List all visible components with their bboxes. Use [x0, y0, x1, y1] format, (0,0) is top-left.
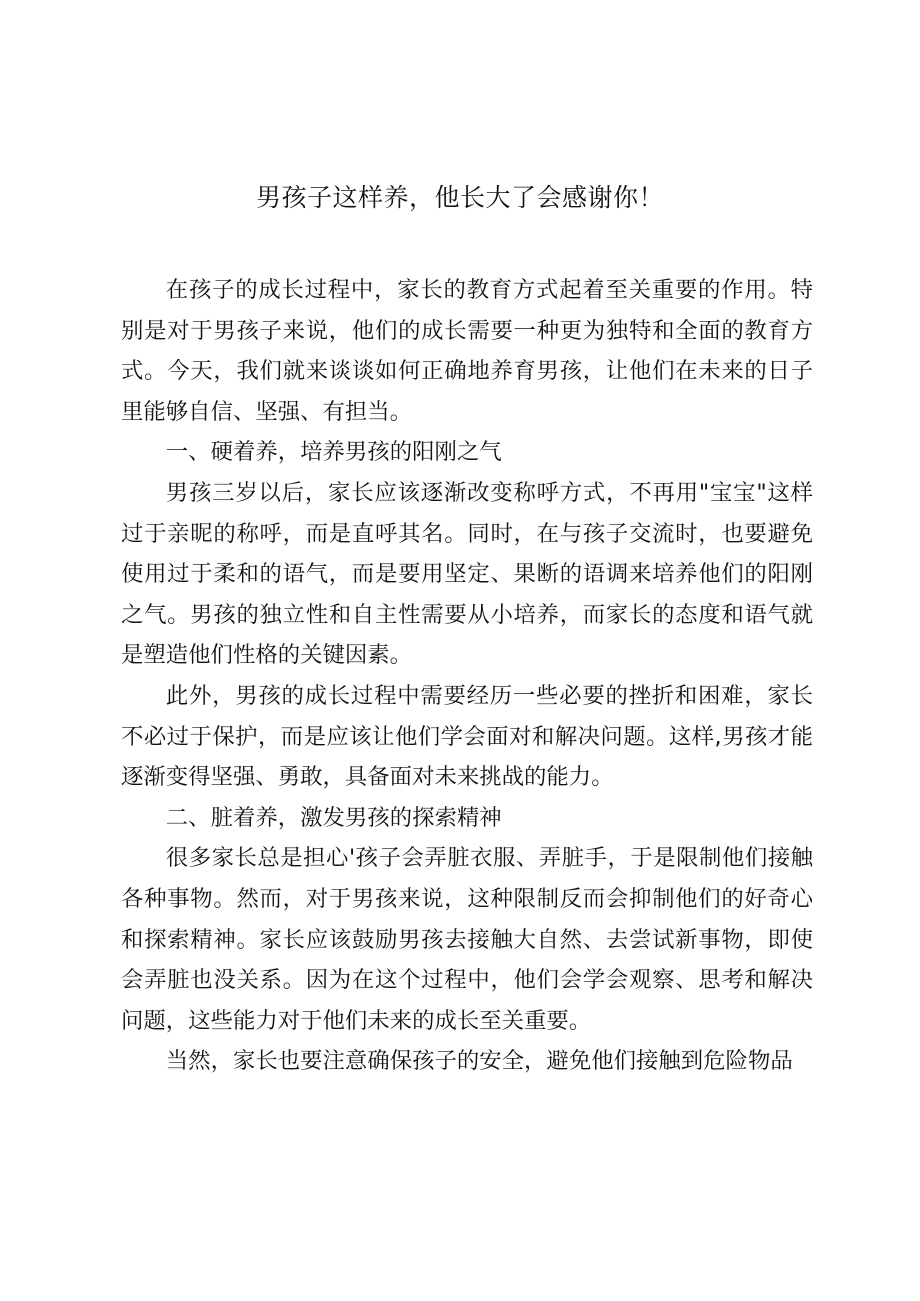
section-heading-2: 二、脏着养，激发男孩的探索精神 — [165, 804, 502, 831]
document-body — [121, 270, 813, 1082]
document-title: 男孩子这样养，他长大了会感谢你！ — [255, 183, 664, 212]
intro-paragraph: 在孩子的成长过程中，家长的教育方式起着至关重要的作用。特别是对于男孩子来说，他们的成长需要一种更为独特和全面的教育方式。今天，我们就来谈谈如何正确地养育男孩，让他们在未来的日子里能够自信、坚强、有担当。 — [121, 277, 813, 425]
section-1-paragraph-1: 男孩三岁以后，家长应该逐渐改变称呼方式，不再用"宝宝"这样过于亲昵的称呼，而是直呼其名。同时，在与孩子交流时，也要避免使用过于柔和的语气，而是要用坚定、果断的语调来培养他们的阳刚之气。男孩的独立性和自主性需要从小培养，而家长的态度和语气就是塑造他们性格的关键因素。 — [121, 479, 813, 669]
section-heading-1: 一、硬着养，培养男孩的阳刚之气 — [165, 439, 502, 466]
section-2-paragraph-1: 很多家长总是担心'孩子会弄脏衣服、弄脏手，于是限制他们接触各种事物。然而，对于男孩来说，这种限制反而会抑制他们的好奇心和探索精神。家长应该鼓励男孩去接触大自然、去尝试新事物，即使会弄脏也没关系。因为在这个过程中，他们会学会观察、思考和解决问题，这些能力对于他们未来的成长至关重要。 — [121, 845, 813, 1034]
section-2-paragraph-2: 当然，家长也要注意确保孩子的安全，避免他们接触到危险物品 — [165, 1048, 793, 1075]
section-1-paragraph-2: 此外，男孩的成长过程中需要经历一些必要的挫折和困难，家长不必过于保护，而是应该让他们学会面对和解决问题。这样,男孩才能逐渐变得坚强、勇敢，具备面对未来挑战的能力。 — [121, 682, 813, 791]
